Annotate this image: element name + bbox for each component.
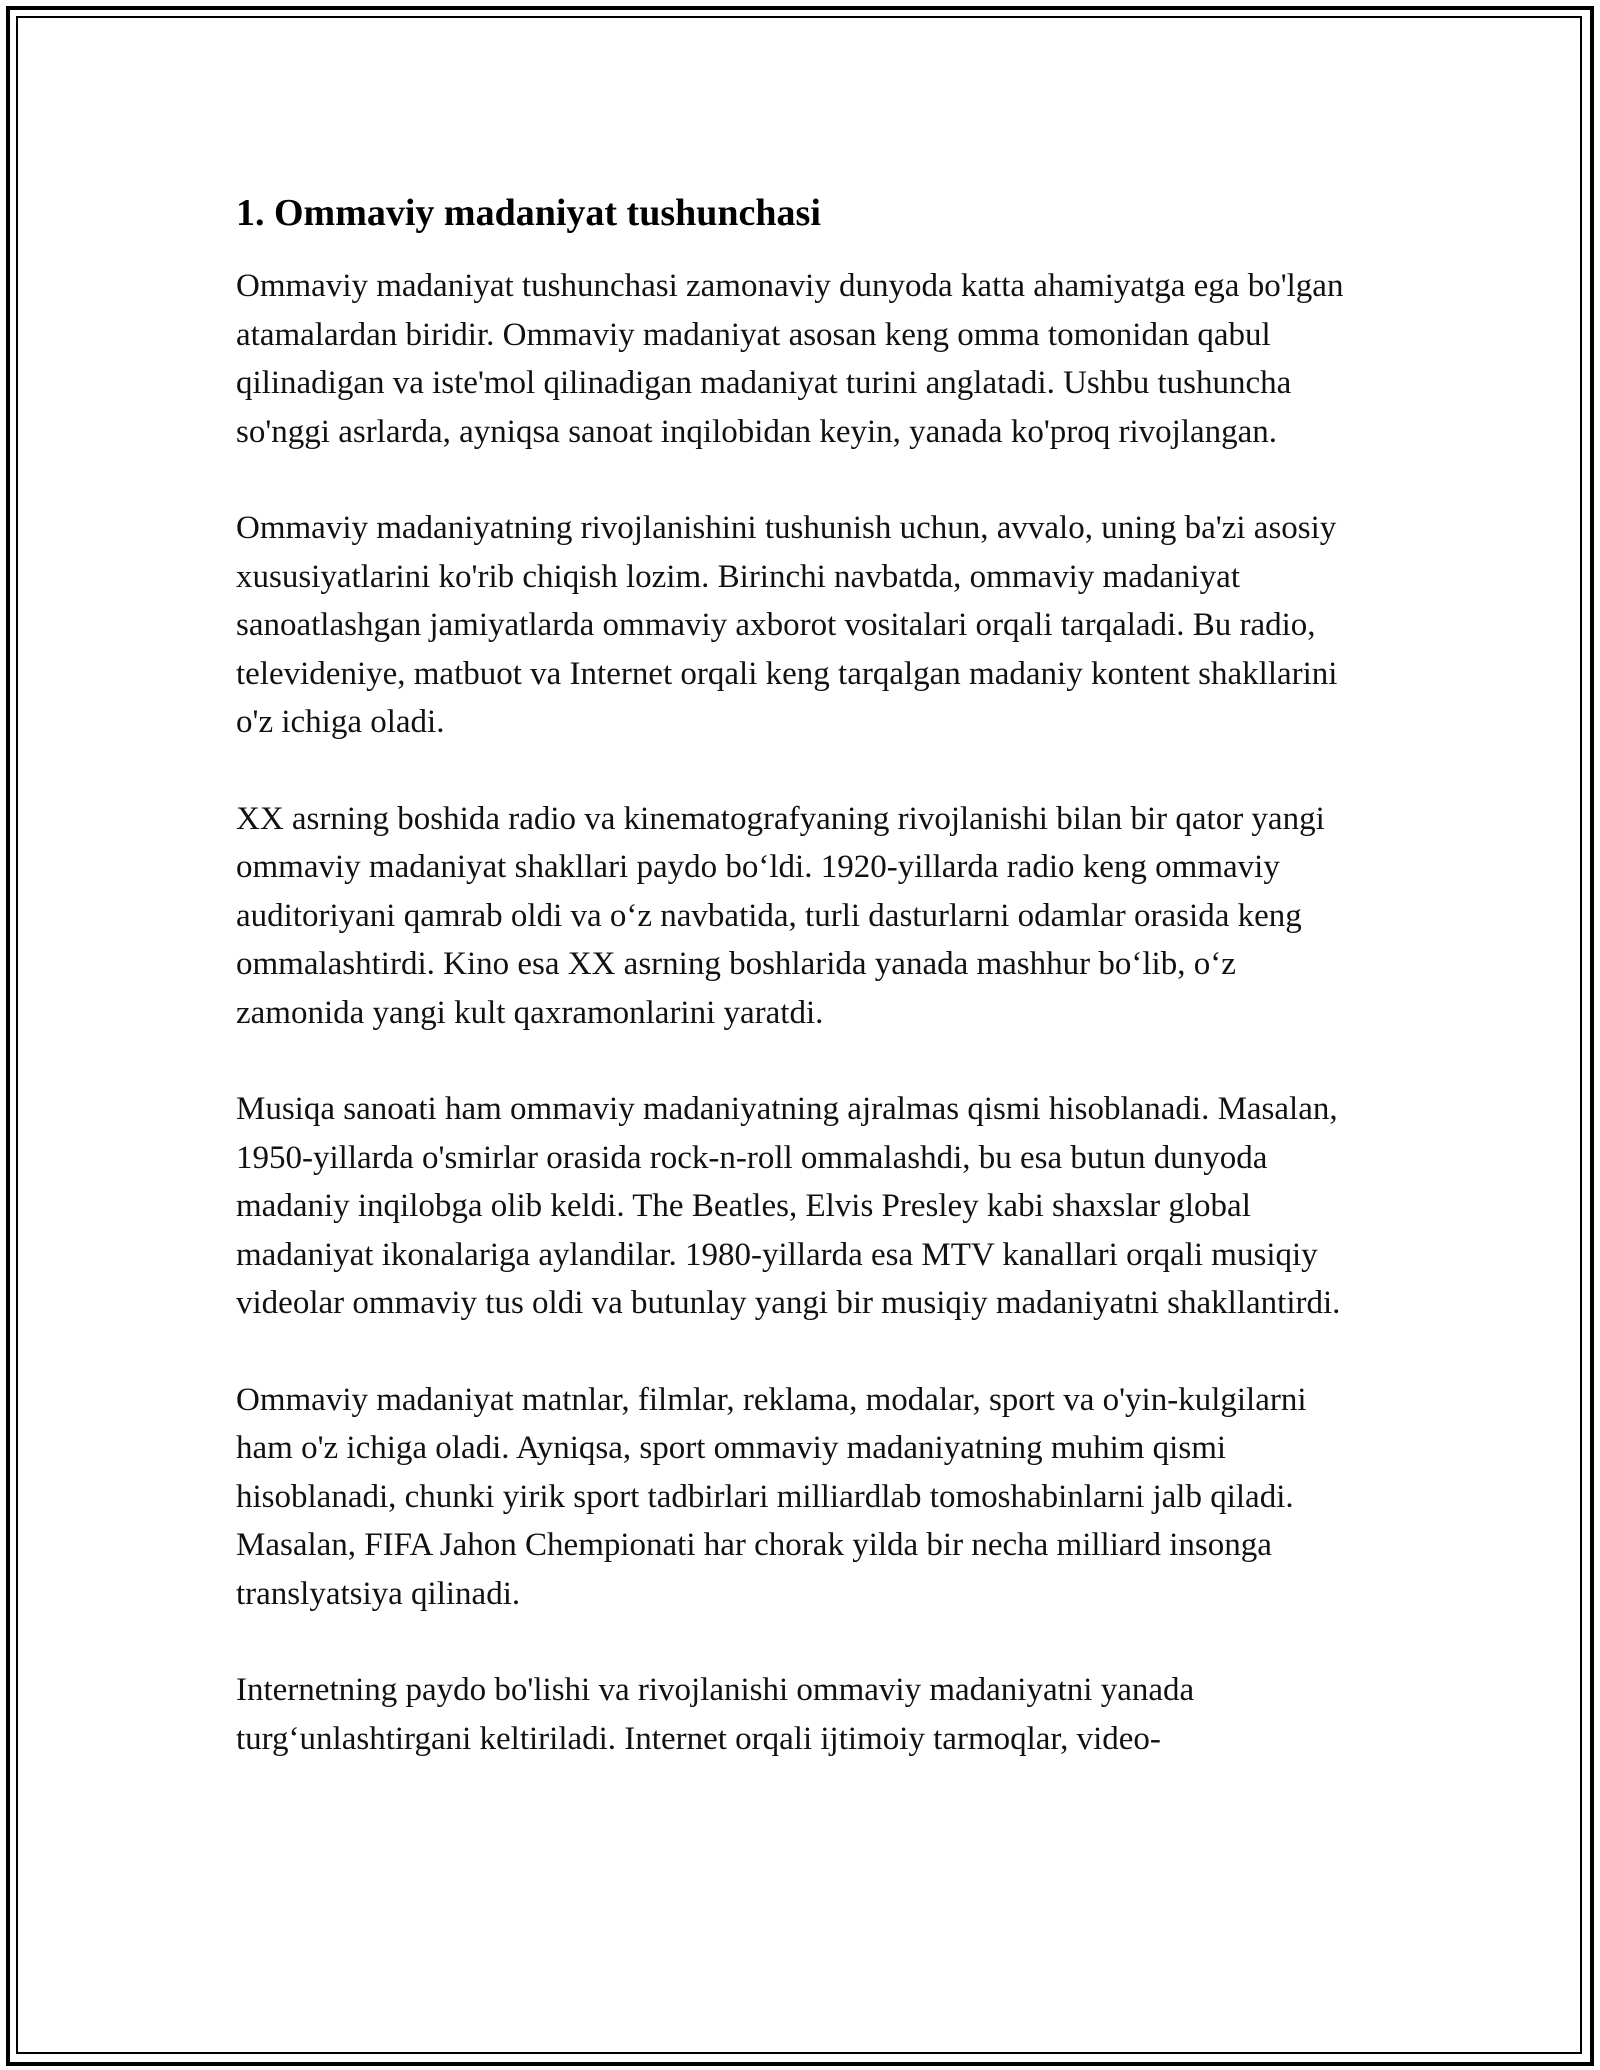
paragraph-1: Ommaviy madaniyat tushunchasi zamonaviy dunyoda katta ahamiyatga ega bo'lgan atamalardan biridir. Ommaviy madaniyat asosan keng omma tomonidan qabul qilinadigan va iste'mol qilinadigan madaniyat turini anglatadi. Ushbu tushuncha so'nggi asrlarda, ayniqsa sanoat inqilobidan keyin, yanada ko'proq rivojlangan. bbox=[236, 268, 1344, 450]
document-body bbox=[236, 184, 1366, 1811]
paragraph-5: Ommaviy madaniyat matnlar, filmlar, reklama, modalar, sport va o'yin-kulgilarni ham o'z ichiga oladi. Ayniqsa, sport ommaviy madaniyatning muhim qismi hisoblanadi, chunki yirik sport tadbirlari milliardlab tomoshabinlarni jalb qiladi. Masalan, FIFA Jahon Chempionati har chorak yilda bir necha milliard insonga translyatsiya qilinadi. bbox=[236, 1381, 1307, 1612]
paragraph-2: Ommaviy madaniyatning rivojlanishini tushunish uchun, avvalo, uning ba'zi asosiy xususiyatlarini ko'rib chiqish lozim. Birinchi navbatda, ommaviy madaniyat sanoatlashgan jamiyatlarda ommaviy axborot vositalari orqali tarqaladi. Bu radio, televideniye, matbuot va Internet orqali keng tarqalgan madaniy kontent shakllarini o'z ichiga oladi. bbox=[236, 510, 1338, 740]
paragraph-4: Musiqa sanoati ham ommaviy madaniyatning ajralmas qismi hisoblanadi. Masalan, 1950-yillarda o'smirlar orasida rock-n-roll ommalashdi, bu esa butun dunyoda madaniy inqilobga olib keldi. The Beatles, Elvis Presley kabi shaxslar global madaniyat ikonalariga aylandilar. 1980-yillarda esa MTV kanallari orqali musiqiy videolar ommaviy tus oldi va butunlay yangi bir musiqiy madaniyatni shakllantirdi. bbox=[236, 1091, 1341, 1321]
paragraph-6: Internetning paydo bo'lishi va rivojlanishi ommaviy madaniyatni yanada turg‘unlashtirgani keltiriladi. Internet orqali ijtimoiy tarmoqlar, video- bbox=[236, 1672, 1195, 1757]
paragraph-3: XX asrning boshida radio va kinematografyaning rivojlanishi bilan bir qator yangi ommaviy madaniyat shakllari paydo bo‘ldi. 1920-yillarda radio keng ommaviy auditoriyani qamrab oldi va o‘z navbatida, turli dasturlarni odamlar orasida keng ommalashtirdi. Kino esa XX asrning boshlarida yanada mashhur bo‘lib, o‘z zamonida yangi kult qaxramonlarini yaratdi. bbox=[236, 800, 1325, 1031]
section-heading: 1. Ommaviy madaniyat tushunchasi bbox=[236, 192, 821, 234]
